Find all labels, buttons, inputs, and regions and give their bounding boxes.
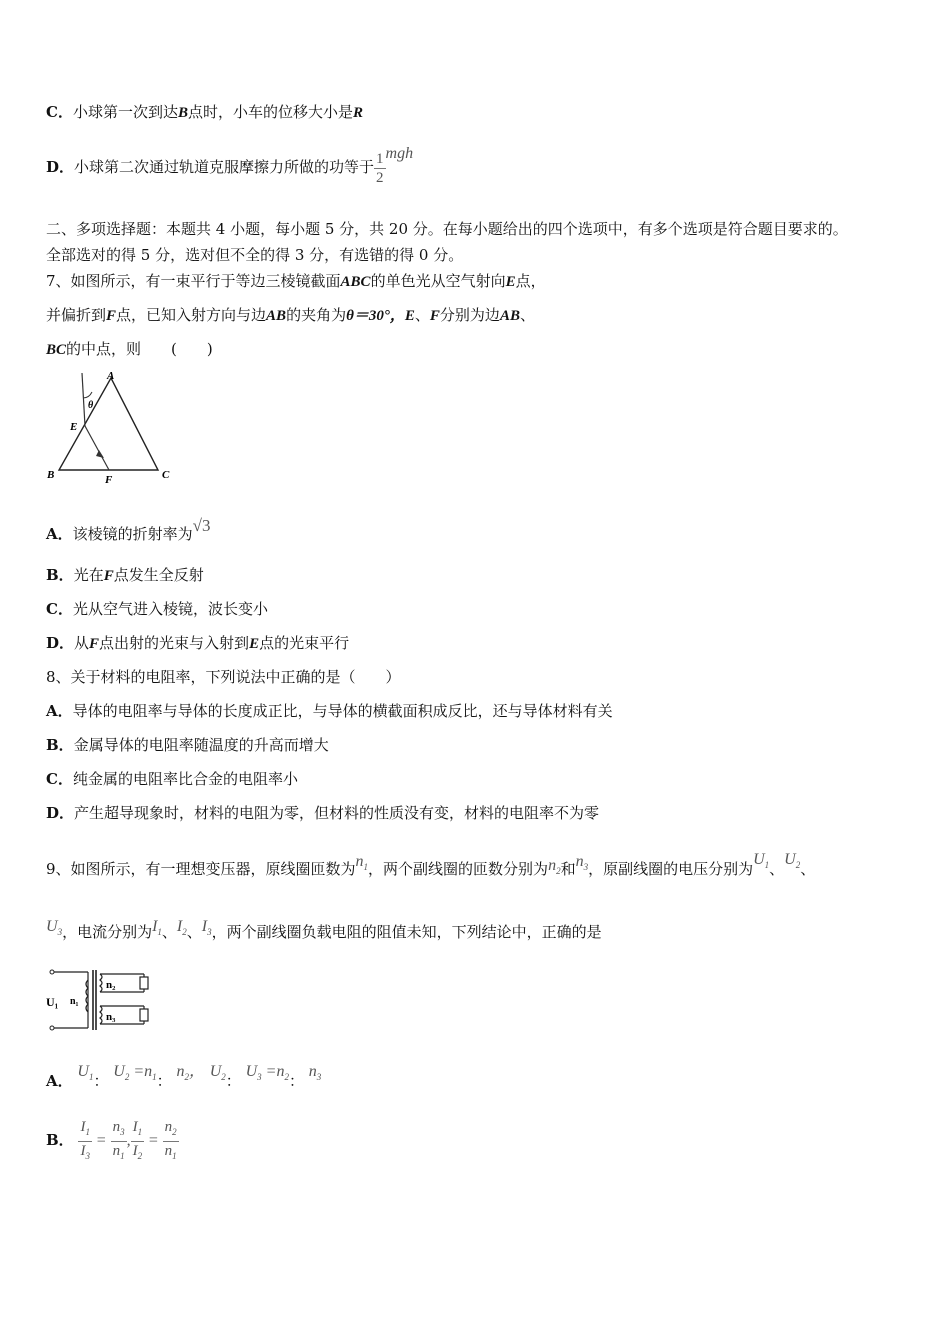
- u1-label: U₁: [46, 995, 59, 1009]
- point-f-label: F: [105, 474, 113, 486]
- theta-label: θ: [88, 400, 94, 411]
- q8-option-b: B．金属导体的电阻率随温度的升高而增大: [46, 736, 329, 754]
- option-label: D．: [46, 158, 75, 176]
- n3-label: n₃: [106, 1011, 116, 1023]
- q7-stem-2: 并偏折到F点，已知入射方向与边AB的夹角为θ＝30°，E、F分别为边AB、: [46, 306, 535, 324]
- q7-stem-3: BC的中点，则 ( ): [46, 340, 213, 358]
- q6-option-c: C．小球第一次到达B点时，小车的位移大小是R: [46, 103, 364, 121]
- vertex-c-label: C: [162, 469, 170, 481]
- q7-option-d: D．从F点出射的光束与入射到E点的光束平行: [46, 634, 350, 652]
- q9-option-a: A． $U_1$： $U_2 =n_1$： $n_2$， $U_2$： $U_3 =n_2$： $n_3$: [46, 1063, 322, 1090]
- q7-option-b: B．光在F点发生全反射: [46, 566, 204, 584]
- q8-option-d: D．产生超导现象时，材料的电阻为零，但材料的性质没有变，材料的电阻率不为零: [46, 804, 600, 822]
- vertex-b-label: B: [47, 469, 55, 481]
- q7-option-a: A．该棱镜的折射率为√3: [46, 516, 211, 543]
- q8-option-c: C．纯金属的电阻率比合金的电阻率小: [46, 770, 298, 788]
- q9-option-b: B． $\frac{I_1}{I_3}$ = $\frac{n_3}{n_1}$ , $\frac{I_1}{I_2}$ = $\frac{n_2}{n_1}$: [46, 1118, 177, 1161]
- q8-option-a: A．导体的电阻率与导体的长度成正比，与导体的横截面积成反比，还与导体材料有关: [46, 702, 613, 720]
- fraction: $\frac{1}{2}$: [376, 150, 384, 186]
- n1-label: n₁: [70, 996, 79, 1007]
- section-heading-2: 全部选对的得 5 分，选对但不全的得 3 分，有选错的得 0 分。: [46, 246, 464, 264]
- option-label: C．: [46, 103, 73, 121]
- point-e-label: E: [70, 421, 78, 433]
- q7-option-c: C．光从空气进入棱镜，波长变小: [46, 600, 268, 618]
- prism-diagram: [44, 368, 184, 488]
- q7-stem-1: 7、如图所示，有一束平行于等边三棱镜截面ABC的单色光从空气射向E点，: [46, 272, 546, 290]
- q9-stem-2: $U_3$，电流分别为$I_1$、$I_2$、$I_3$，两个副线圈负载电阻的阻值未知，下列结论中，正确的是: [46, 918, 602, 941]
- q9-stem-1: 9、如图所示，有一理想变压器，原线圈匝数为$n_1$，两个副线圈的匝数分别为$n_2$和$n_3$，原副线圈的电压分别为$U_1$、$U_2$、: [46, 851, 816, 878]
- section-heading: 二、多项选择题：本题共 4 小题，每小题 5 分，共 20 分。在每小题给出的四个选项中，有多个选项是符合题目要求的。: [46, 220, 848, 238]
- n2-label: n₂: [106, 979, 116, 991]
- q8-stem: 8、关于材料的电阻率，下列说法中正确的是（ ）: [46, 668, 401, 686]
- sqrt-3: √3: [192, 516, 211, 535]
- transformer-diagram: [44, 966, 154, 1036]
- q6-option-d: D．小球第二次通过轨道克服摩擦力所做的功等于 $\frac{1}{2}$ mgh: [46, 145, 414, 186]
- vertex-a-label: A: [107, 370, 115, 382]
